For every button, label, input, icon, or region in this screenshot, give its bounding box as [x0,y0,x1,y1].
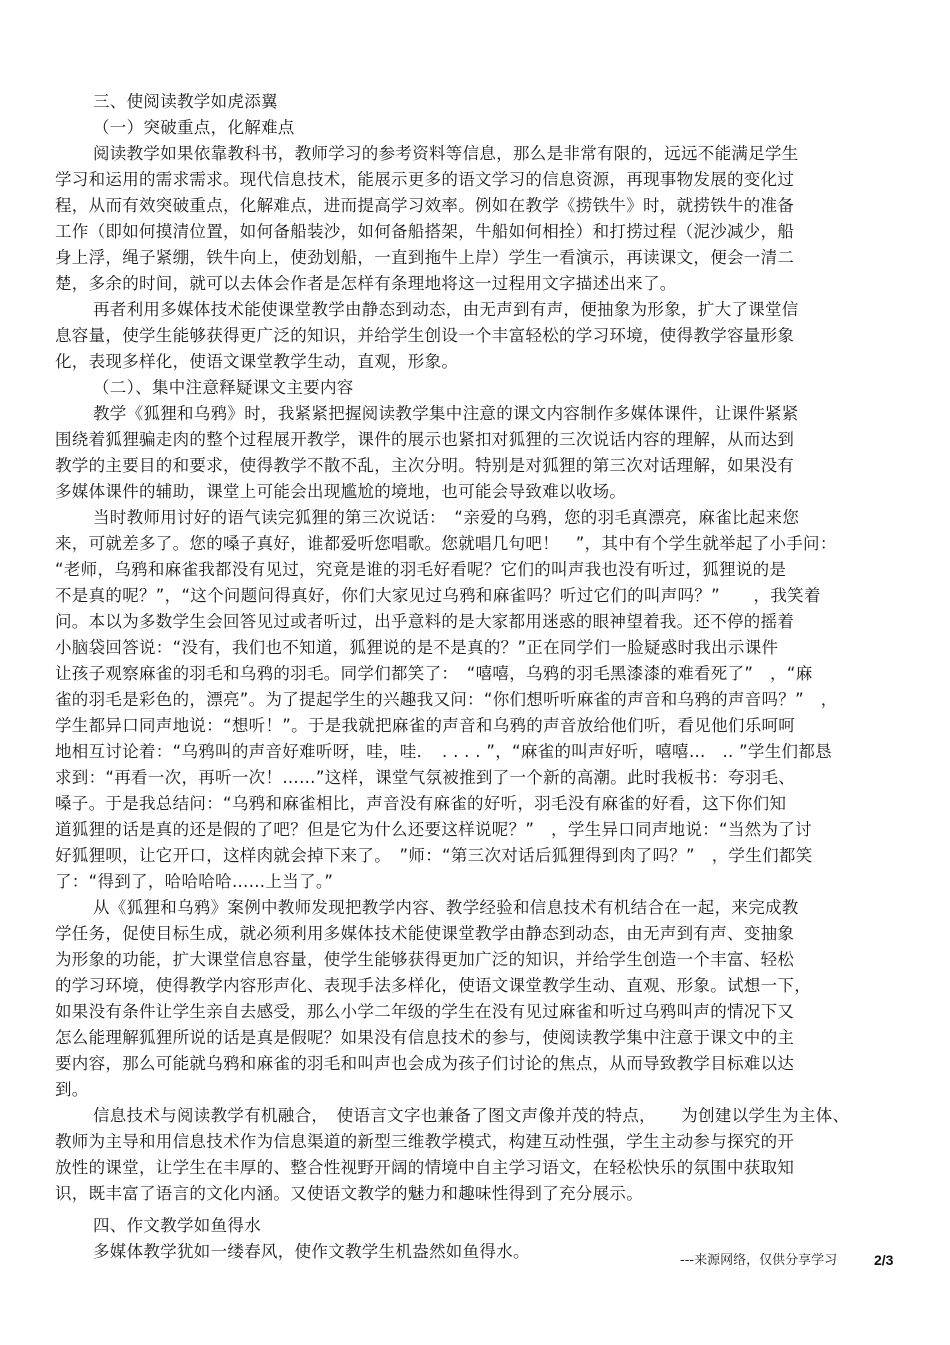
text-line: 问。本以为多数学生会回答见过或者听过，出乎意料的是大家都用迷惑的眼神望着我。还不停的摇着 [55,612,795,631]
text-line: 让孩子观察麻雀的羽毛和乌鸦的羽毛。同学们都笑了： “嘻嘻，乌鸦的羽毛黑漆漆的难看死了” ，“麻 [55,664,813,683]
text-line: 息容量，使学生能够获得更广泛的知识，并给学生创设一个丰富轻松的学习环境，使得教学容量形象 [55,326,795,345]
text-line: 的学习环境，使得教学内容形声化、表现手法多样化，使语文课堂教学生动、直观、形象。试想一下， [55,976,811,995]
text-line: 识，既丰富了语言的文化内涵。又使语文教学的魅力和趣味性得到了充分展示。 [55,1184,643,1203]
text-line: 楚，多余的时间，就可以去体会作者是怎样有条理地将这一过程用文字描述出来了。 [55,274,677,293]
text-line: 了：“得到了，哈哈哈哈……上当了。” [55,872,334,891]
footer-source-note: ---来源网络，仅供分享学习 [680,1253,838,1268]
text-line: 工作（即如何摸清位置，如何备船装沙，如何备船搭架，牛船如何相拴）和打捞过程（泥沙减少，船 [55,222,795,241]
subheading-2: （二）、集中注意释疑课文主要内容 [93,378,354,397]
text-line: 要内容，那么可能就乌鸦和麻雀的羽毛和叫声也会成为孩子们讨论的焦点，从而导致教学目标难以达 [55,1054,795,1073]
text-line: 身上浮，绳子紧绷，铁牛向上，使劲划船，一直到拖牛上岸）学生一看演示，再读课文，便会一清二 [55,248,795,267]
text-line: 嗓子。于是我总结问：“乌鸦和麻雀相比，声音没有麻雀的好听，羽毛没有麻雀的好看，这下你们知 [55,794,787,813]
heading-section-4: 四、作文教学如鱼得水 [93,1216,261,1235]
text-line: 地相互讨论着：“乌鸦叫的声音好难听呀，哇，哇． . . . . ”，“麻雀的叫声好听，嘻嘻… .. ”学生们都恳 [55,742,832,761]
text-line: 围绕着狐狸骗走肉的整个过程展开教学，课件的展示也紧扣对狐狸的三次说话内容的理解，从而达到 [55,430,795,449]
text-line: 当时教师用讨好的语气读完狐狸的第三次说话： “亲爱的乌鸦，您的羽毛真漂亮，麻雀比起来您 [93,508,800,527]
text-line: “老师，乌鸦和麻雀我都没有见过，究竟是谁的羽毛好看呢？它们的叫声我也没有听过，狐狸说的是 [55,560,787,579]
text-line: 多媒体教学犹如一缕春风，使作文教学生机盎然如鱼得水。 [93,1242,530,1261]
text-line: 怎么能理解狐狸所说的话是真是假呢？如果没有信息技术的参与，使阅读教学集中注意于课文中的主 [55,1028,795,1047]
text-line: 化，表现多样化，使语文课堂教学生动，直观，形象。 [55,352,459,371]
text-line: 程，从而有效突破重点，化解难点，进而提高学习效率。例如在教学《捞铁牛》时，就捞铁牛的准备 [55,196,795,215]
text-line: 多媒体课件的辅助，课堂上可能会出现尴尬的境地，也可能会导致难以收场。 [55,482,627,501]
text-line: 来，可就差多了。您的嗓子真好，谁都爱听您唱歌。您就唱几句吧！ ”，其中有个学生就举起了小手问： [55,534,837,553]
text-line: 放性的课堂，让学生在丰厚的、整合性视野开阔的情境中自主学习语文，在轻松快乐的氛围中获取知 [55,1158,795,1177]
text-line: 雀的羽毛是彩色的，漂亮”。为了提起学生的兴趣我又问：“你们想听听麻雀的声音和乌鸦的声音吗？” ， [55,690,838,709]
heading-section-3: 三、使阅读教学如虎添翼 [93,92,278,111]
text-line: 教师为主导和用信息技术作为信息渠道的新型三维教学模式，构建互动性强，学生主动参与探究的开 [55,1132,795,1151]
text-line: 求到：“再看一次，再听一次！……”这样，课堂气氛被推到了一个新的高潮。此时我板书：夸羽毛、 [55,768,796,787]
text-line: 信息技术与阅读教学有机融合， 使语言文字也兼备了图文声像并茂的特点， 为创建以学生为主体、 [93,1106,850,1125]
text-line: 从《狐狸和乌鸦》案例中教师发现把教学内容、教学经验和信息技术有机结合在一起，来完成教 [93,898,799,917]
text-line: 好狐狸呗，让它开口，这样肉就会掉下来了。 ”师：“第三次对话后狐狸得到肉了吗？” ，学生们都笑 [55,846,813,865]
subheading-1: （一）突破重点，化解难点 [93,118,295,137]
text-line: 教学的主要目的和要求，使得教学不散不乱，主次分明。特别是对狐狸的第三次对话理解，如果没有 [55,456,795,475]
text-line: 小脑袋回答说：“没有，我们也不知道，狐狸说的是不是真的？”正在同学们一脸疑惑时我出示课件 [55,638,779,657]
page-number: 2/3 [874,1252,894,1268]
text-line: 不是真的呢？”，“这个问题问得真好，你们大家见过乌鸦和麻雀吗？听过它们的叫声吗？” ，我笑着 [55,586,821,605]
text-line: 阅读教学如果依靠教科书，教师学习的参考资料等信息，那么是非常有限的，远远不能满足学生 [93,144,799,163]
text-line: 再者利用多媒体技术能使课堂教学由静态到动态，由无声到有声，便抽象为形象，扩大了课堂信 [93,300,799,319]
text-line: 学任务，促使目标生成，就必须利用多媒体技术能使课堂教学由静态到动态，由无声到有声、变抽象 [55,924,795,943]
text-line: 为形象的功能，扩大课堂信息容量，使学生能够获得更加广泛的知识，并给学生创造一个丰富、轻松 [55,950,795,969]
text-line: 教学《狐狸和乌鸦》时，我紧紧把握阅读教学集中注意的课文内容制作多媒体课件，让课件紧紧 [93,404,799,423]
text-line: 到。 [55,1080,89,1099]
text-line: 如果没有条件让学生亲自去感受，那么小学二年级的学生在没有见过麻雀和听过乌鸦叫声的情况下又 [55,1002,795,1021]
text-line: 学生都异口同声地说：“想听！”。于是我就把麻雀的声音和乌鸦的声音放给他们听，看见他们乐呵呵 [55,716,796,735]
text-line: 学习和运用的需求需求。现代信息技术，能展示更多的语文学习的信息资源，再现事物发展的变化过 [55,170,795,189]
text-line: 道狐狸的话是真的还是假的了吧？但是它为什么还要这样说呢？” ，学生异口同声地说：“当然为了讨 [55,820,812,839]
